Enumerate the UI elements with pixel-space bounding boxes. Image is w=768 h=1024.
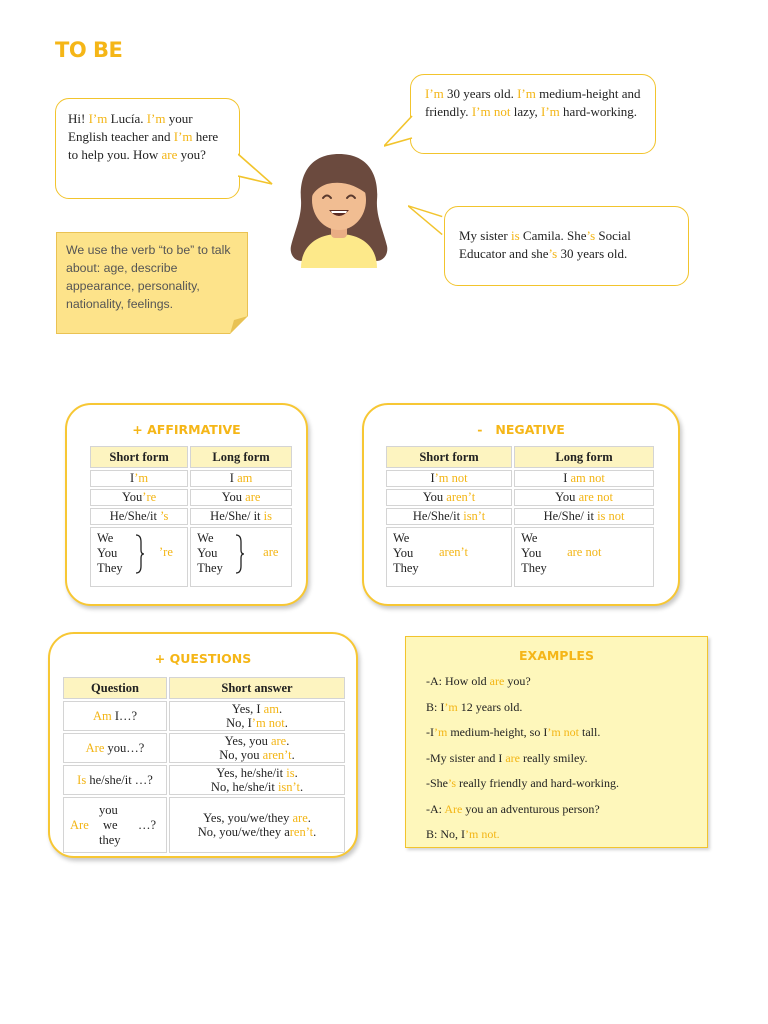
brace-icon (235, 534, 245, 574)
table-row: He/She/it isn’t He/She/ it is not (386, 508, 654, 525)
table-row: I’m I am (90, 470, 292, 487)
negative-table (384, 444, 656, 589)
bubble-tail-icon (408, 202, 444, 242)
column-header: Long form (190, 446, 292, 468)
list-item: B: No, I’m not. (426, 827, 500, 841)
table-row: Is he/she/it …? Yes, he/she/it is. No, he/she/it isn’t. (63, 765, 345, 795)
table-row: He/She/it ’s He/She/ it is (90, 508, 292, 525)
speech-bubble-greeting: Hi! I’m Lucía. I’m your English teacher and I’m here to help you. How are you? (55, 98, 240, 199)
table-row: Are you…? Yes, you are. No, you aren’t. (63, 733, 345, 763)
usage-note: We use the verb “to be” to talk about: age, describe appearance, personality, nationality, feelings. (56, 232, 248, 334)
questions-card (48, 632, 358, 858)
questions-title: + QUESTIONS (154, 651, 252, 666)
page-title: TO BE (55, 38, 123, 62)
list-item: -My sister and I are really smiley. (426, 750, 588, 765)
affirmative-title: + AFFIRMATIVE (132, 422, 241, 437)
list-item: -I’m medium-height, so I’m not tall. (426, 725, 601, 739)
girl-avatar-icon (287, 152, 391, 268)
list-item: B: I’m 12 years old. (426, 699, 523, 714)
questions-table (61, 675, 347, 855)
bubble-tail-icon (384, 112, 420, 152)
column-header: Short form (90, 446, 188, 468)
column-header: Short answer (169, 677, 345, 699)
page-fold-icon (230, 316, 248, 334)
table-row: We You They aren’t We You They are not (386, 527, 654, 587)
list-item: -A: Are you an adventurous person? (426, 801, 600, 816)
table-row: You aren’t You are not (386, 489, 654, 506)
brace-icon (135, 534, 145, 574)
table-row: Am I…? Yes, I am. No, I’m not. (63, 701, 345, 731)
table-row: Are you we they …? Yes, you/we/they are. No, you/we/they aren’t. (63, 797, 345, 853)
negative-card (362, 403, 680, 606)
column-header: Question (63, 677, 167, 699)
table-row: You’re You are (90, 489, 292, 506)
column-header: Long form (514, 446, 654, 468)
examples-title: EXAMPLES (519, 648, 594, 663)
examples-list (426, 673, 619, 852)
negative-title: - NEGATIVE (477, 422, 565, 437)
speech-bubble-about-me: I’m 30 years old. I’m medium-height and friendly. I’m not lazy, I’m hard-working. (410, 74, 656, 154)
table-row: We You They ’re We You They are (90, 527, 292, 587)
speech-bubble-sister: My sister is Camila. She’s Social Educator and she’s 30 years old. (444, 206, 689, 286)
table-row: I’m not I am not (386, 470, 654, 487)
list-item: -A: How old are you? (426, 674, 531, 688)
affirmative-card (65, 403, 308, 606)
column-header: Short form (386, 446, 512, 468)
list-item: -She’s really friendly and hard-working. (426, 776, 619, 790)
affirmative-table (88, 444, 294, 589)
examples-box (405, 636, 708, 848)
bubble-tail-icon (238, 150, 274, 190)
